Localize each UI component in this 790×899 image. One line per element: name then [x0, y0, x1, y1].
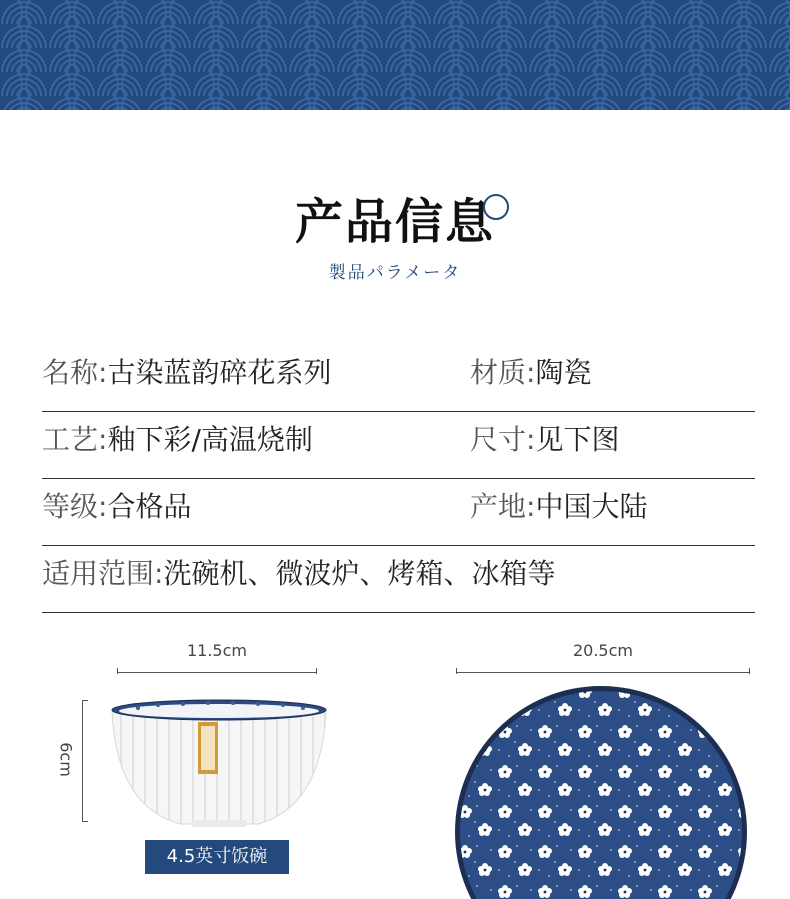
spec-name — [42, 345, 331, 401]
spec-grade — [42, 479, 191, 535]
spec-value: 釉下彩/高温烧制 — [107, 423, 313, 456]
spec-row — [42, 345, 755, 412]
spec-value: 中国大陆 — [535, 490, 648, 523]
bowl-width-label: 11.5cm — [186, 641, 247, 660]
spec-row — [42, 479, 755, 546]
bowl-height-label: 6cm — [56, 742, 76, 777]
circle-ornament-icon — [483, 194, 509, 220]
spec-label: 材质: — [470, 356, 536, 389]
spec-craft — [42, 412, 313, 468]
plate-width-label: 20.5cm — [572, 641, 633, 660]
pattern-banner — [0, 0, 790, 110]
spec-label: 尺寸: — [470, 423, 536, 456]
spec-value: 洗碗机、微波炉、烤箱、冰箱等 — [163, 557, 556, 590]
spec-value: 古染蓝韵碎花系列 — [107, 356, 332, 389]
spec-row — [42, 412, 755, 479]
spec-label: 产地: — [470, 490, 536, 523]
bowl-height-line — [82, 700, 83, 822]
spec-size — [470, 412, 619, 468]
spec-value: 陶瓷 — [535, 356, 592, 389]
spec-table — [42, 345, 755, 613]
spec-material — [470, 345, 591, 401]
spec-label: 等级: — [42, 490, 108, 523]
bowl-image — [108, 696, 330, 831]
section-header — [0, 190, 790, 283]
spec-usage — [42, 546, 555, 602]
spec-value: 合格品 — [107, 490, 192, 523]
plate-image — [455, 680, 755, 899]
spec-label: 适用范围: — [42, 557, 164, 590]
bowl-width-line — [117, 672, 317, 673]
spec-label: 名称: — [42, 356, 108, 389]
spec-label: 工艺: — [42, 423, 108, 456]
spec-origin — [470, 479, 647, 535]
page-title-text: 产品信息 — [294, 194, 495, 250]
wave-pattern-graphic — [0, 0, 790, 110]
page-subtitle: 製品パラメータ — [328, 263, 462, 283]
plate-width-line — [456, 672, 750, 673]
spec-value: 见下图 — [535, 423, 620, 456]
page-title — [295, 190, 495, 254]
bowl-caption: 4.5英寸饭碗 — [145, 840, 289, 874]
spec-row — [42, 546, 755, 613]
